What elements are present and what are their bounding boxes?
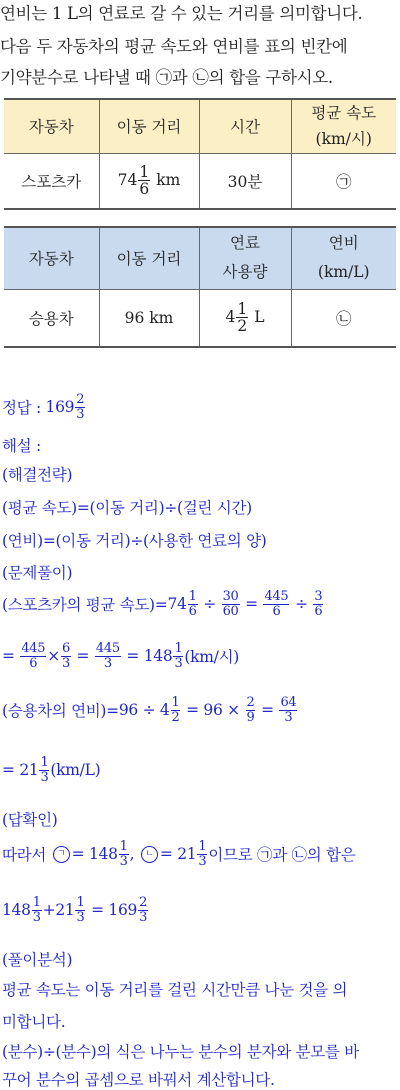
explain-label: 해설 :	[2, 437, 41, 455]
solve-heading: (문제풀이)	[2, 564, 73, 582]
strategy-line-2: (연비)=(이동 거리)÷(사용한 연료의 양)	[2, 532, 267, 550]
answer-row	[2, 393, 86, 421]
distance-whole: 74	[117, 170, 138, 189]
header2-fuel-line1: 연료	[230, 234, 260, 253]
header-avg-speed-label: 평균 속도	[311, 104, 377, 123]
answer-label: 정답 :	[2, 399, 41, 418]
header2-fuel	[199, 227, 291, 289]
speed-calc-row-1: (스포츠카의 평균 속도)= 74 $\frac{1}{6}$ ÷ $\frac{30}{60}$ = $\frac{445}{6}$ ÷ $\frac{3}{6}$	[2, 589, 323, 619]
analysis-line-2a: (분수)÷(분수)의 식은 나누는 분수의 분자와 분모를 바	[2, 1043, 359, 1061]
problem-line-1: 연비는 1 L의 연료로 갈 수 있는 거리를 의미합니다.	[0, 4, 363, 23]
mileage-calc-row-2: = 21 $\frac{1}{3}$ (km/L)	[2, 755, 101, 785]
cell2-car: 승용차	[4, 289, 99, 347]
fuel-den: 2	[237, 317, 248, 336]
header-avg-speed-unit: (km/시)	[315, 130, 372, 149]
speed-table	[4, 98, 396, 210]
answer-fraction	[75, 393, 85, 421]
header2-mileage-unit: (km/L)	[317, 263, 370, 282]
header-distance: 이동 거리	[99, 99, 199, 153]
header-car: 자동차	[4, 99, 99, 153]
analysis-line-2b: 꾸어 분수의 곱셈으로 바꿔서 계산합니다.	[2, 1071, 275, 1089]
header-avg-speed	[291, 99, 396, 153]
problem-line-3: 기약분수로 나타낼 때 ㉠과 ㉡의 합을 구하시오.	[0, 68, 333, 87]
header2-mileage	[291, 227, 396, 289]
speed-calc-row-2: = $\frac{445}{6}$ × $\frac{6}{3}$ = $\frac{445}{3}$ = 148 $\frac{1}{3}$ (km/시)	[2, 641, 240, 671]
cell2-blank-b: ㉡	[291, 289, 396, 347]
cell-distance	[99, 153, 199, 209]
strategy-line-1: (평균 속도)=(이동 거리)÷(걸린 시간)	[2, 499, 252, 517]
cell-blank-a: ㉠	[291, 153, 396, 209]
cell-time: 30분	[199, 153, 291, 209]
cell-car: 스포츠카	[4, 153, 99, 209]
circle-b-icon: ㄴ	[141, 846, 158, 863]
header2-fuel-line2: 사용량	[222, 263, 268, 282]
header-time: 시간	[199, 99, 291, 153]
because-text: 이므로	[208, 846, 253, 865]
sum-row: 148 $\frac{1}{3}$ +21 $\frac{1}{3}$ = 169 $\frac{2}{3}$	[2, 895, 148, 925]
analysis-line-1a: 평균 속도는 이동 거리를 걸린 시간만큼 나눈 것을 의	[2, 981, 348, 999]
distance-num: 1	[139, 162, 150, 181]
answer-den: 3	[76, 406, 85, 422]
cell2-fuel	[199, 289, 291, 347]
mileage-label: (승용차의 연비)=	[2, 702, 119, 721]
distance-fraction	[138, 164, 150, 198]
fuel-whole: 4	[225, 307, 236, 326]
mileage-calc-row-1: (승용차의 연비)= 96 ÷ 4 $\frac{1}{2}$ = 96 × $\frac{2}{9}$ = $\frac{64}{3}$	[2, 695, 297, 725]
speed-label: (스포츠카의 평균 속도)=	[2, 596, 168, 615]
answer-num: 2	[76, 392, 85, 407]
fuel-fraction	[236, 301, 248, 335]
mileage-unit: (km/L)	[50, 761, 101, 780]
distance-den: 6	[139, 180, 150, 199]
header2-car: 자동차	[4, 227, 99, 289]
distance-unit: km	[156, 170, 181, 189]
strategy-heading: (해결전략)	[2, 466, 73, 484]
analysis-heading: (풀이분석)	[2, 951, 73, 969]
analysis-line-1b: 미합니다.	[2, 1013, 66, 1031]
check-heading: (답확인)	[2, 811, 58, 829]
circle-a-icon: ㄱ	[53, 846, 70, 863]
sum-text: ㉠과 ㉡의 합은	[257, 846, 356, 865]
mileage-table	[4, 226, 396, 348]
answer-whole: 169	[45, 398, 75, 417]
fuel-num: 1	[237, 299, 248, 318]
speed-unit: (km/시)	[184, 648, 240, 667]
header2-distance: 이동 거리	[99, 227, 199, 289]
cell2-distance: 96 km	[99, 289, 199, 347]
check-row: 따라서 ㄱ = 148 $\frac{1}{3}$ , ㄴ = 21 $\frac{1}{3}$ 이므로 ㉠과 ㉡의 합은	[2, 839, 356, 869]
fuel-unit: L	[254, 307, 265, 326]
header2-mileage-label: 연비	[328, 234, 359, 253]
problem-line-2: 다음 두 자동차의 평균 속도와 연비를 표의 빈칸에	[0, 37, 348, 56]
therefore-text: 따라서	[2, 846, 47, 865]
